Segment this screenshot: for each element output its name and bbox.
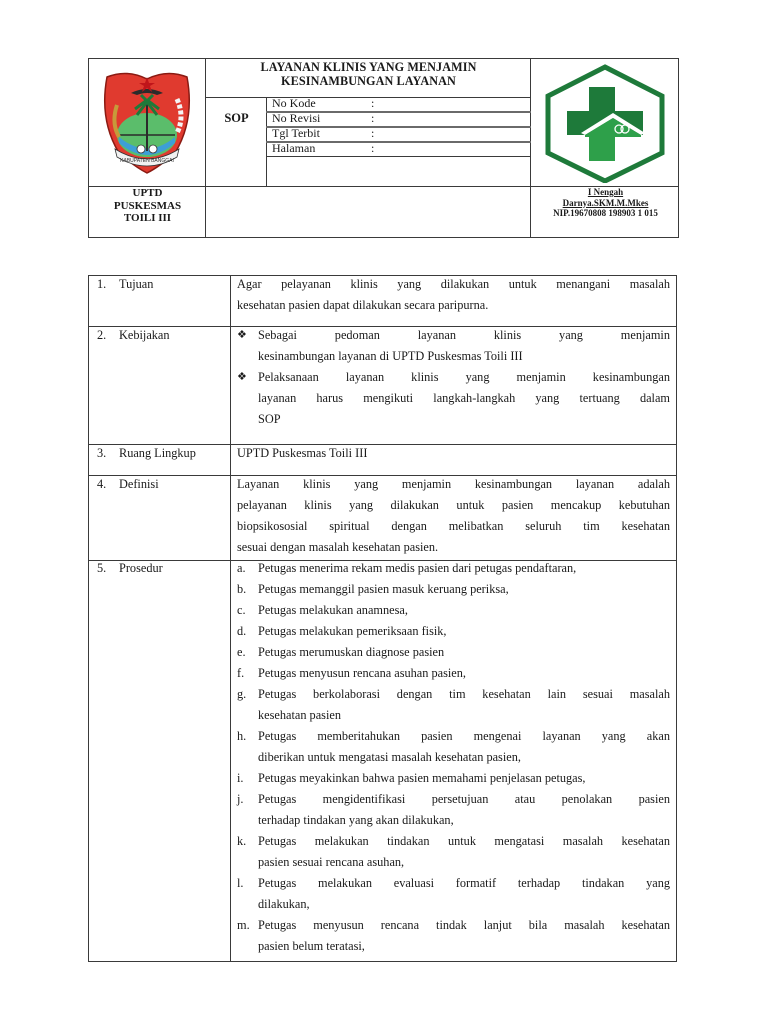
section-label: Tujuan bbox=[119, 277, 154, 291]
document-title bbox=[206, 59, 531, 88]
step-letter: b. bbox=[237, 582, 247, 596]
procedure-step bbox=[237, 600, 670, 621]
info-value: : bbox=[371, 141, 375, 155]
kabupaten-emblem-logo bbox=[97, 65, 197, 175]
info-row-halaman bbox=[272, 141, 531, 156]
text-line: Petugas merumuskan diagnose pasien bbox=[258, 645, 445, 659]
text-line: Petugas melakukan tindakan untuk mengatasi masalah kesehatan bbox=[258, 834, 670, 848]
text-line: Layanan klinis yang menjamin kesinambungan layanan adalah bbox=[237, 477, 670, 491]
text-line: SOP bbox=[258, 412, 281, 426]
text-line: pasien belum teratasi, bbox=[258, 939, 365, 953]
step-letter: l. bbox=[237, 876, 244, 890]
text-line: Petugas menyusun rencana tindak lanjut bila masalah kesehatan bbox=[258, 918, 670, 932]
text-line: dilakukan, bbox=[258, 897, 310, 911]
signatory-title: Darnya.SKM.M.Mkes bbox=[562, 197, 649, 208]
shield-emblem-icon bbox=[97, 65, 197, 175]
procedure-step bbox=[237, 684, 670, 726]
text-line: Petugas berkolaborasi dengan tim kesehatan lain sesuai masalah bbox=[258, 687, 670, 701]
signatory-block bbox=[531, 187, 680, 219]
section-number: 3. bbox=[97, 446, 107, 460]
text-line: UPTD Puskesmas Toili III bbox=[237, 446, 368, 460]
step-letter: i. bbox=[237, 771, 244, 785]
text-line: pelayanan klinis yang dilakukan untuk pasien mencakup kebutuhan bbox=[237, 498, 670, 512]
signatory-name: I Nengah bbox=[587, 187, 624, 197]
text-line: Petugas meyakinkan bahwa pasien memahami penjelasan petugas, bbox=[258, 771, 586, 785]
svg-text:KABUPATEN BANGGAI: KABUPATEN BANGGAI bbox=[120, 158, 174, 164]
step-letter: m. bbox=[237, 918, 250, 932]
text-line: Petugas melakukan anamnesa, bbox=[258, 603, 408, 617]
step-letter: d. bbox=[237, 624, 247, 638]
org-line: UPTD bbox=[132, 187, 163, 199]
section-label-kebijakan bbox=[97, 325, 170, 346]
text-line: kesehatan pasien dapat dilakukan secara paripurna. bbox=[237, 298, 489, 312]
text-line: biopsikososial spiritual dengan melibatkan seluruh tim kesehatan bbox=[237, 519, 670, 533]
text-line: Sebagai pedoman layanan klinis yang menjamin bbox=[258, 328, 670, 342]
title-line-1: LAYANAN KLINIS YANG MENJAMIN bbox=[260, 60, 477, 74]
text-line: Petugas memberitahukan pasien mengenai layanan yang akan bbox=[258, 729, 670, 743]
procedure-step bbox=[237, 789, 670, 831]
info-label: No Kode bbox=[272, 96, 316, 110]
text-line: Petugas menyusun rencana asuhan pasien, bbox=[258, 666, 466, 680]
sop-content-table bbox=[88, 275, 677, 962]
info-row-no-revisi bbox=[272, 111, 531, 126]
procedure-step bbox=[237, 663, 670, 684]
text-line: kesinambungan layanan di UPTD Puskesmas Toili III bbox=[258, 349, 523, 363]
org-line: PUSKESMAS bbox=[113, 199, 182, 212]
info-value: : bbox=[371, 111, 375, 125]
text-line: Petugas mengidentifikasi persetujuan atau penolakan pasien bbox=[258, 792, 670, 806]
section-number: 4. bbox=[97, 477, 107, 491]
section-label: Definisi bbox=[119, 477, 159, 491]
sop-header-table bbox=[88, 58, 679, 238]
text-line: layanan harus mengikuti langkah-langkah yang tertuang dalam bbox=[258, 391, 670, 405]
policy-bullet bbox=[237, 367, 670, 430]
step-letter: e. bbox=[237, 645, 246, 659]
section-body-kebijakan bbox=[237, 325, 670, 430]
procedure-step bbox=[237, 768, 670, 789]
step-letter: j. bbox=[237, 792, 244, 806]
divider bbox=[230, 276, 231, 962]
step-letter: f. bbox=[237, 666, 245, 680]
section-label-tujuan bbox=[97, 274, 153, 295]
step-letter: h. bbox=[237, 729, 247, 743]
procedure-step bbox=[237, 915, 670, 957]
policy-bullet bbox=[237, 325, 670, 367]
procedure-step bbox=[237, 831, 670, 873]
section-body-ruang-lingkup bbox=[237, 443, 670, 464]
text-line: kesehatan pasien bbox=[258, 708, 341, 722]
info-row-no-kode bbox=[272, 96, 531, 111]
health-cross-hexagon-icon bbox=[541, 63, 669, 183]
info-label: Halaman bbox=[272, 141, 316, 155]
section-number: 1. bbox=[97, 277, 107, 291]
text-line: Petugas memanggil pasien masuk keruang periksa, bbox=[258, 582, 509, 596]
puskesmas-logo bbox=[541, 63, 669, 183]
text-line: terhadap tindakan yang akan dilakukan, bbox=[258, 813, 454, 827]
section-label-ruang-lingkup bbox=[97, 443, 196, 464]
step-letter: a. bbox=[237, 561, 246, 575]
title-line-2: KESINAMBUNGAN LAYANAN bbox=[281, 74, 456, 88]
step-letter: c. bbox=[237, 603, 246, 617]
text-line: Petugas menerima rekam medis pasien dari petugas pendaftaran, bbox=[258, 561, 577, 575]
sop-label: SOP bbox=[224, 111, 249, 125]
section-label: Kebijakan bbox=[119, 328, 170, 342]
procedure-step bbox=[237, 642, 670, 663]
section-body-prosedur bbox=[237, 558, 670, 957]
step-letter: k. bbox=[237, 834, 247, 848]
section-number: 2. bbox=[97, 328, 107, 342]
info-label: No Revisi bbox=[272, 111, 321, 125]
signatory-nip: NIP.19670808 198903 1 015 bbox=[553, 208, 658, 218]
text-line: Petugas melakukan evaluasi formatif terhadap tindakan yang bbox=[258, 876, 670, 890]
text-line: Agar pelayanan klinis yang dilakukan untuk menangani masalah bbox=[237, 277, 670, 291]
procedure-step bbox=[237, 558, 670, 579]
info-row-tgl-terbit bbox=[272, 126, 531, 141]
text-line: diberikan untuk mengatasi masalah kesehatan pasien, bbox=[258, 750, 521, 764]
section-label: Ruang Lingkup bbox=[119, 446, 196, 460]
text-line: Pelaksanaan layanan klinis yang menjamin kesinambungan bbox=[258, 370, 670, 384]
section-body-tujuan bbox=[237, 274, 670, 316]
text-line: pasien sesuai rencana asuhan, bbox=[258, 855, 405, 869]
info-value: : bbox=[371, 96, 375, 110]
procedure-step bbox=[237, 621, 670, 642]
section-number: 5. bbox=[97, 561, 107, 575]
section-body-definisi bbox=[237, 474, 670, 558]
procedure-step bbox=[237, 873, 670, 915]
org-line: TOILI III bbox=[123, 212, 172, 224]
section-label-prosedur bbox=[97, 558, 163, 579]
section-label: Prosedur bbox=[119, 561, 163, 575]
section-label-definisi bbox=[97, 474, 159, 495]
text-line: sesuai dengan masalah kesehatan pasien. bbox=[237, 540, 439, 554]
step-letter: g. bbox=[237, 687, 247, 701]
diamond-bullet-icon: ❖ bbox=[237, 329, 247, 341]
divider bbox=[266, 156, 531, 157]
procedure-step bbox=[237, 726, 670, 768]
procedure-step bbox=[237, 579, 670, 600]
info-label: Tgl Terbit bbox=[272, 126, 320, 140]
diamond-bullet-icon: ❖ bbox=[237, 371, 247, 383]
info-value: : bbox=[371, 126, 375, 140]
text-line: Petugas melakukan pemeriksaan fisik, bbox=[258, 624, 447, 638]
organization-name bbox=[89, 187, 206, 225]
